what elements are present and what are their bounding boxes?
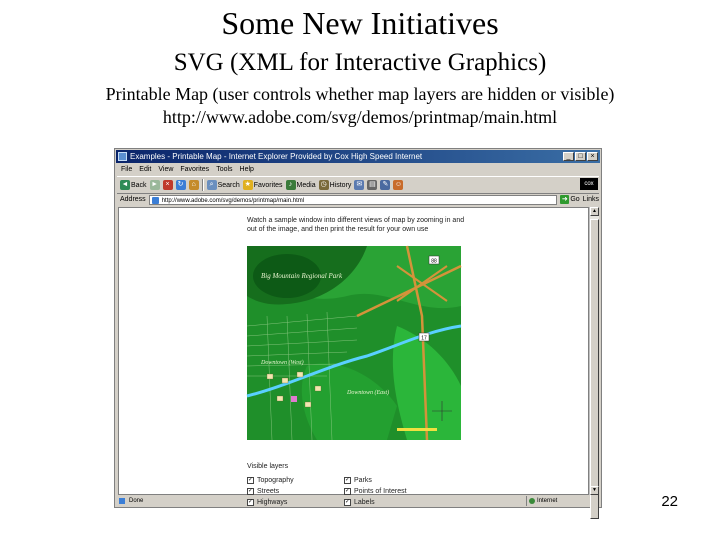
layer-streets[interactable]: [247, 487, 279, 496]
back-label: Back: [131, 181, 147, 189]
layer-label: Points of Interest: [354, 488, 407, 495]
menu-help[interactable]: Help: [239, 166, 254, 173]
maximize-button[interactable]: □: [575, 152, 586, 161]
checkbox-checked-icon[interactable]: ✓: [345, 477, 351, 483]
interactive-map[interactable]: [247, 246, 461, 440]
checkbox-checked-icon[interactable]: ✓: [345, 499, 351, 505]
ie-icon: [118, 152, 127, 161]
history-icon: ◷: [320, 181, 327, 188]
messenger-button[interactable]: [393, 179, 403, 191]
refresh-icon: ↻: [176, 180, 186, 190]
print-button[interactable]: [367, 179, 377, 191]
go-label: Go: [570, 196, 580, 203]
stop-icon: ×: [163, 180, 173, 190]
links-label[interactable]: Links: [582, 196, 599, 203]
park-label: Big Mountain Regional Park: [261, 272, 343, 280]
minimize-button[interactable]: _: [563, 152, 574, 161]
layer-label: Labels: [354, 499, 375, 506]
media-icon: ♪: [286, 180, 296, 190]
route-shield-17: 17: [421, 335, 427, 342]
address-bar: [117, 193, 599, 206]
forward-arrow-icon: ►: [151, 181, 159, 188]
mail-icon: ✉: [354, 180, 364, 190]
refresh-button[interactable]: [176, 179, 186, 191]
layer-parks[interactable]: [344, 476, 372, 485]
edit-icon: ✎: [380, 180, 390, 190]
layer-label: Parks: [354, 477, 372, 484]
layer-topography[interactable]: [247, 476, 294, 485]
page-number: 22: [661, 493, 678, 510]
menu-view[interactable]: View: [158, 166, 174, 173]
favorites-star-icon: ★: [244, 181, 251, 188]
window-titlebar[interactable]: [116, 150, 600, 163]
edit-button[interactable]: [380, 179, 390, 191]
layer-label: Highways: [257, 499, 288, 506]
mail-button[interactable]: [354, 179, 364, 191]
back-arrow-icon: ◄: [121, 181, 129, 188]
menu-edit[interactable]: Edit: [139, 166, 152, 173]
stop-button[interactable]: [163, 179, 173, 191]
window-title: Examples - Printable Map - Internet Explorer Provided by Cox High Speed Internet: [130, 152, 423, 161]
favorites-button[interactable]: [243, 179, 283, 191]
checkbox-checked-icon[interactable]: ✓: [248, 499, 254, 505]
checkbox-checked-icon[interactable]: ✓: [345, 488, 351, 494]
favorites-label: Favorites: [253, 181, 283, 189]
address-label: Address: [120, 196, 146, 203]
browser-window: [114, 148, 602, 508]
scroll-thumb[interactable]: [590, 219, 599, 519]
home-button[interactable]: [189, 179, 199, 191]
search-label: Search: [217, 181, 240, 189]
toolbar-separator: [202, 179, 204, 191]
forward-button[interactable]: [150, 179, 160, 191]
layers-heading: Visible layers: [247, 463, 289, 470]
history-button[interactable]: [319, 179, 352, 191]
menu-tools[interactable]: Tools: [216, 166, 233, 173]
go-button[interactable]: [560, 195, 579, 204]
downtown-east-label: Downtown (East): [347, 390, 390, 396]
messenger-icon: ☺: [394, 181, 402, 188]
slide-url: http://www.adobe.com/svg/demos/printmap/main.html: [162, 107, 558, 127]
menu-favorites[interactable]: Favorites: [180, 166, 210, 173]
menu-file[interactable]: File: [121, 166, 133, 173]
history-label: History: [329, 181, 352, 189]
layer-points-of-interest[interactable]: [344, 487, 407, 496]
layer-label: Topography: [257, 477, 294, 484]
menu-bar: [117, 164, 599, 175]
search-button[interactable]: [207, 179, 240, 191]
print-icon: ▤: [369, 181, 376, 188]
status-zone: Internet: [526, 496, 599, 506]
isp-logo: cox: [580, 178, 598, 190]
home-icon: ⌂: [189, 180, 199, 190]
toolbar: [117, 176, 599, 194]
close-button[interactable]: ×: [587, 152, 598, 161]
layer-label: Streets: [257, 488, 280, 495]
status-text: Done: [117, 496, 526, 506]
slide-description: Printable Map (user controls whether map layers are hidden or visible): [105, 84, 615, 104]
back-button[interactable]: [120, 179, 147, 191]
scroll-down-icon[interactable]: ▼: [590, 486, 599, 495]
intro-text: Watch a sample window into different views of map by zooming in and out of the image, and then print the result for your own use: [247, 217, 465, 233]
status-bar: [117, 496, 599, 506]
slide-title: Some New Initiatives: [221, 5, 499, 41]
checkbox-checked-icon[interactable]: ✓: [248, 477, 254, 483]
vertical-scrollbar[interactable]: [589, 207, 599, 495]
route-shield-88: 88: [431, 258, 437, 265]
media-button[interactable]: [286, 179, 316, 191]
media-label: Media: [296, 181, 316, 189]
slide-subtitle: SVG (XML for Interactive Graphics): [173, 49, 547, 76]
go-arrow-icon: ➜: [561, 196, 568, 203]
scroll-up-icon[interactable]: ▲: [590, 207, 599, 216]
search-icon: ⌕: [207, 180, 217, 190]
address-input[interactable]: http://www.adobe.com/svg/demos/printmap/main.html: [149, 195, 558, 205]
checkbox-checked-icon[interactable]: ✓: [248, 488, 254, 494]
downtown-west-label: Downtown (West): [261, 360, 304, 366]
